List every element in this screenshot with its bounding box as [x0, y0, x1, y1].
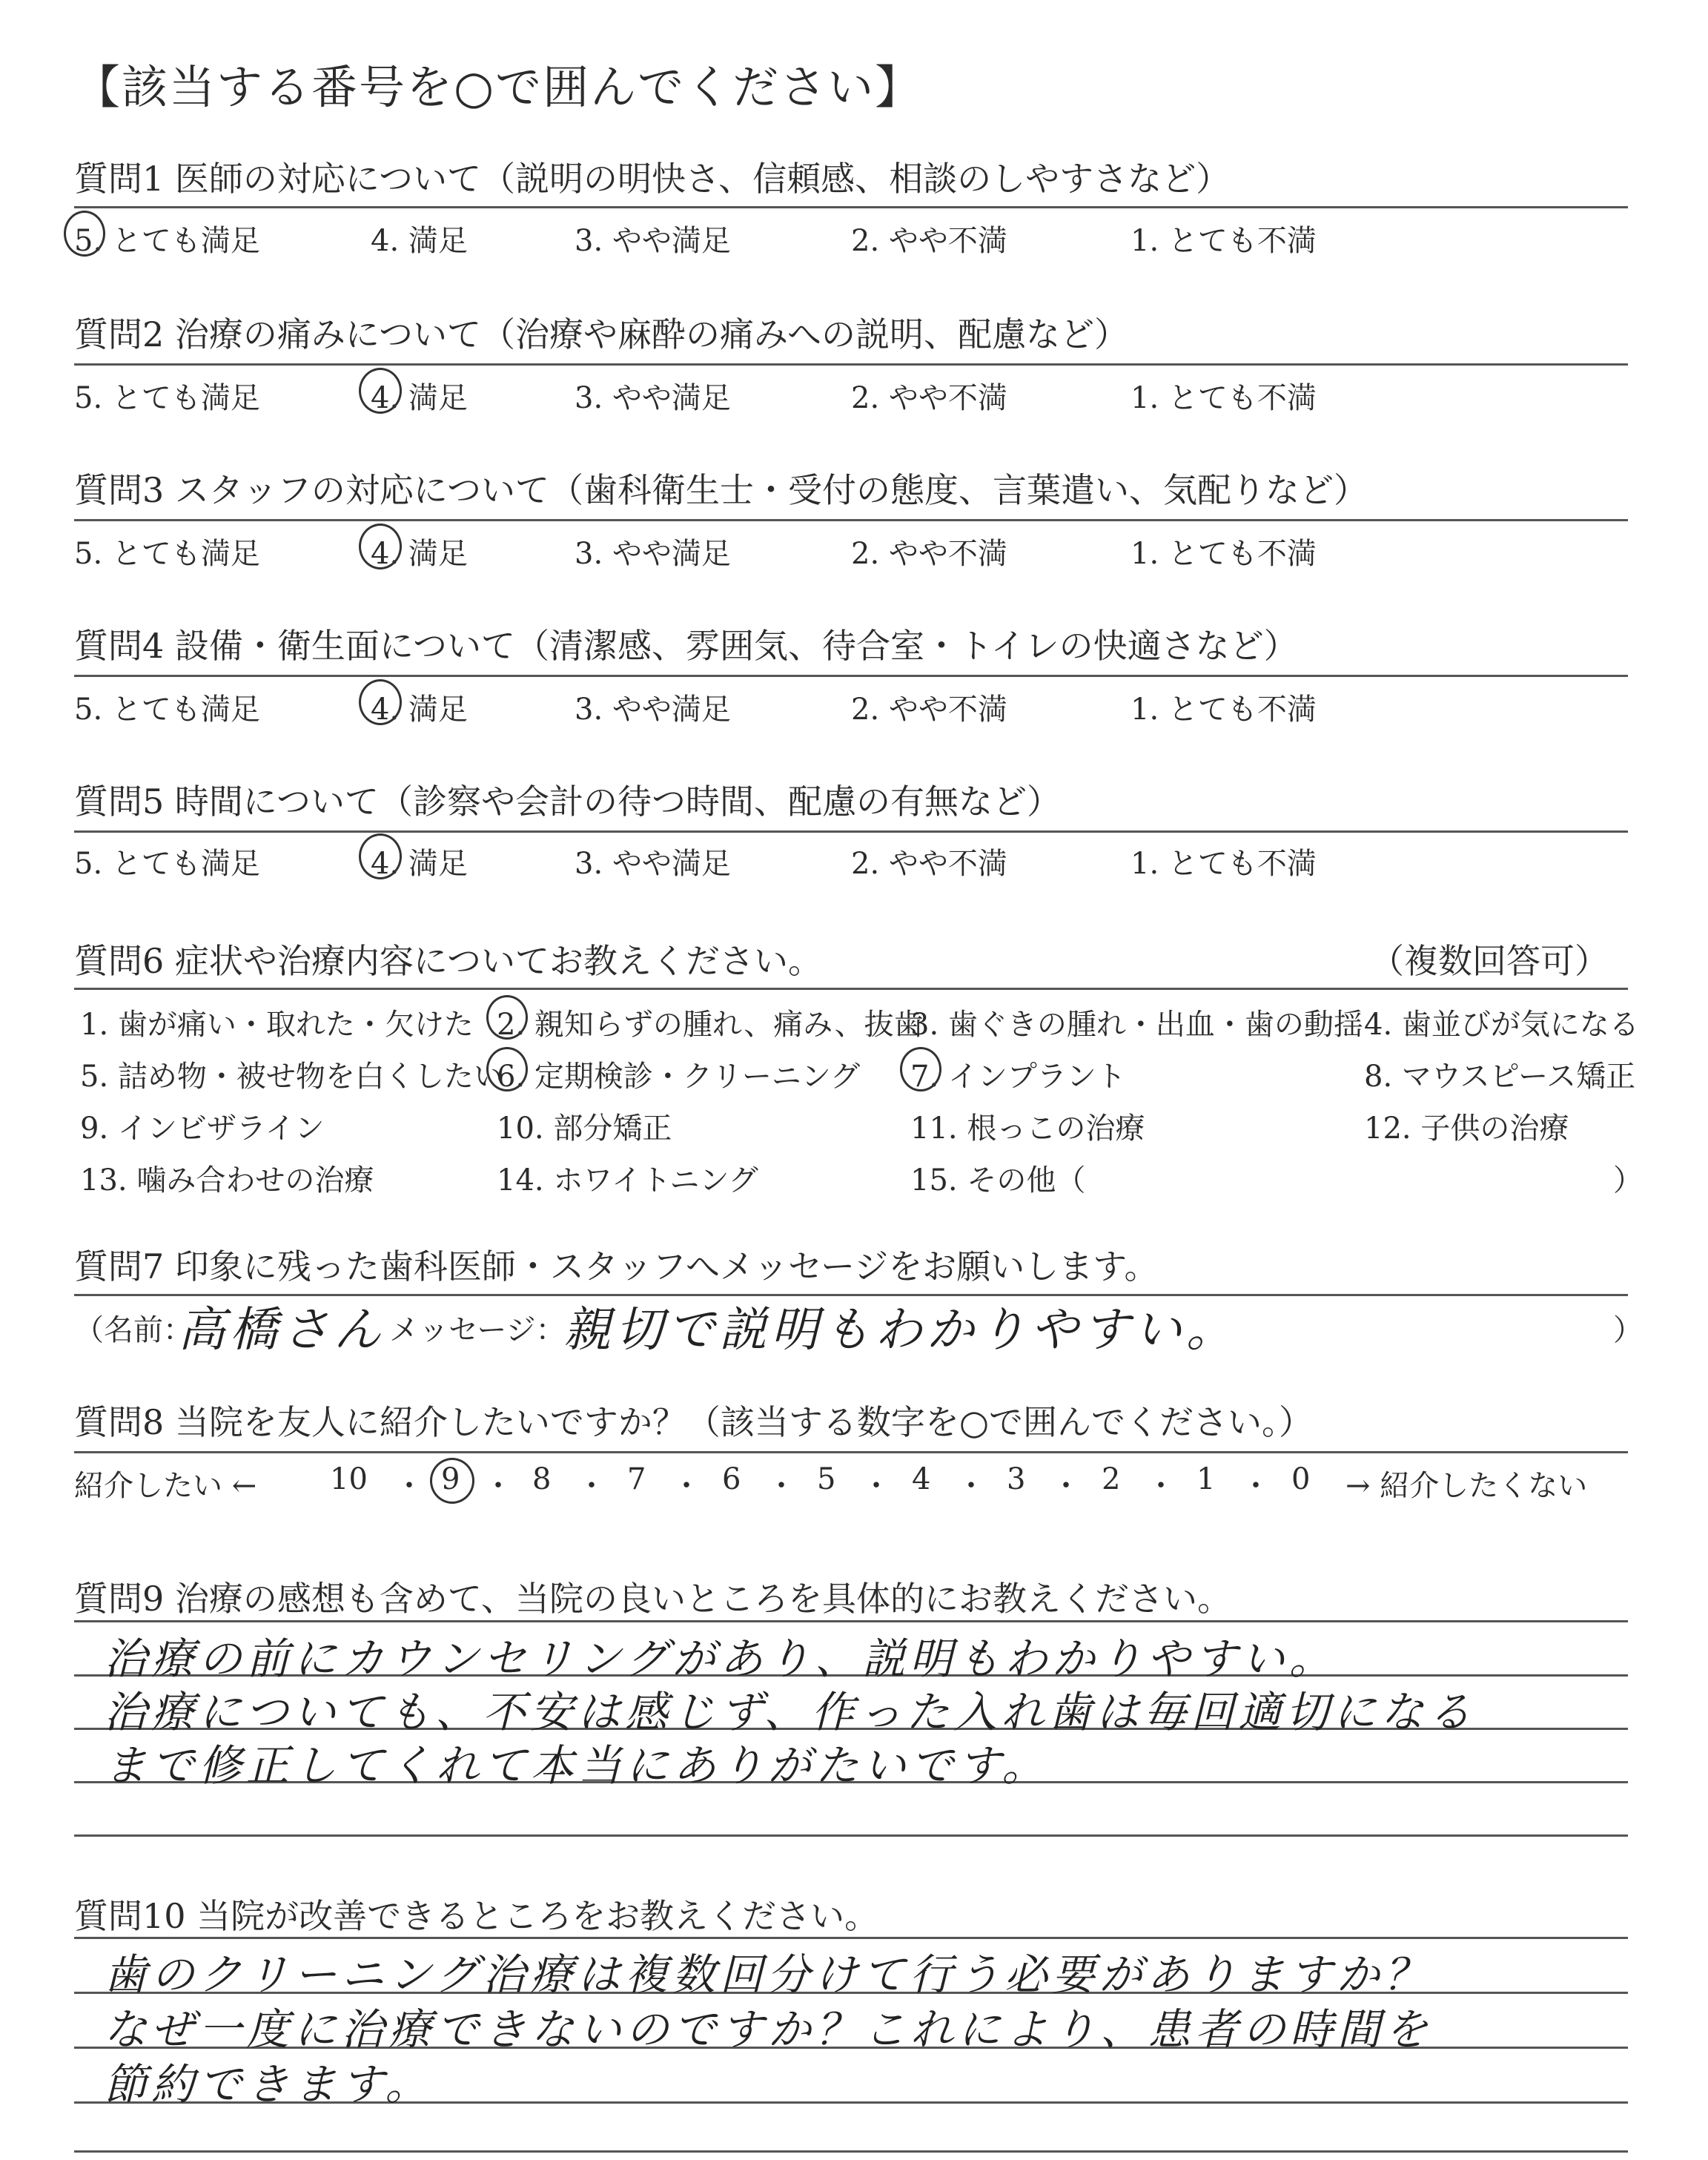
divider	[74, 519, 1628, 521]
writing-line	[74, 1620, 1628, 1622]
q6-item-1[interactable]: 1. 歯が痛い・取れた・欠けた	[80, 1008, 474, 1042]
writing-line	[74, 1937, 1628, 1939]
q8-scale-1[interactable]: 1	[1196, 1462, 1216, 1496]
scale-dot: ・	[577, 1469, 606, 1503]
question-10-label: 質問10 当院が改善できるところをお教えください。	[74, 1896, 879, 1936]
selection-circle	[359, 524, 402, 569]
q4-option-3[interactable]: 3. やや満足	[575, 693, 731, 727]
q8-right-label: → 紹介したくない	[1345, 1469, 1588, 1503]
q6-item-14[interactable]: 14. ホワイトニング	[497, 1163, 758, 1198]
selection-circle	[359, 368, 402, 414]
question-7-label: 質問7 印象に残った歯科医師・スタッフへメッセージをお願いします。	[74, 1246, 1159, 1287]
q6-item-7[interactable]: 7. インプラント	[910, 1060, 1126, 1094]
selection-circle	[486, 995, 528, 1040]
q8-scale-0[interactable]: 0	[1291, 1462, 1311, 1496]
q6-item-2[interactable]: 2. 親知らずの腫れ、痛み、抜歯	[497, 1008, 924, 1042]
q4-option-4[interactable]: 4. 満足	[371, 693, 468, 727]
q1-option-5[interactable]: 5. とても満足	[74, 224, 260, 258]
q8-scale-5[interactable]: 5	[817, 1462, 836, 1496]
selection-circle	[486, 1047, 528, 1091]
q8-left-label: 紹介したい ←	[74, 1469, 257, 1503]
q2-option-4[interactable]: 4. 満足	[371, 381, 468, 415]
q8-scale-7[interactable]: 7	[627, 1462, 646, 1496]
question-3-label: 質問3 スタッフの対応について（歯科衛生士・受付の態度、言葉遣い、気配りなど）	[74, 470, 1368, 510]
q6-item-6[interactable]: 6. 定期検診・クリーニング	[497, 1060, 861, 1094]
scale-dot: ・	[672, 1469, 701, 1503]
page-title: 【該当する番号を○で囲んでください】	[74, 60, 923, 114]
q6-item-13[interactable]: 13. 噛み合わせの治療	[80, 1163, 374, 1198]
q10-answer-line-2[interactable]: なぜ一度に治療できないのですか？これにより、患者の時間を	[104, 2004, 1433, 2055]
question-4-label: 質問4 設備・衛生面について（清潔感、雰囲気、待合室・トイレの快適さなど）	[74, 626, 1298, 666]
q6-item-10[interactable]: 10. 部分矯正	[497, 1112, 672, 1146]
question-6-note: （複数回答可）	[1370, 941, 1609, 981]
q4-option-2[interactable]: 2. やや不満	[851, 693, 1007, 727]
q2-option-2[interactable]: 2. やや不満	[851, 381, 1007, 415]
q7-message-label: メッセージ：	[389, 1313, 566, 1347]
question-2-label: 質問2 治療の痛みについて（治療や麻酔の痛みへの説明、配慮など）	[74, 314, 1129, 354]
q3-option-5[interactable]: 5. とても満足	[74, 537, 260, 571]
divider	[74, 1451, 1628, 1453]
selection-circle	[359, 833, 402, 879]
selection-circle	[430, 1458, 474, 1504]
q8-scale-6[interactable]: 6	[722, 1462, 741, 1496]
q3-option-4[interactable]: 4. 満足	[371, 537, 468, 571]
q6-item-4[interactable]: 4. 歯並びが気になる	[1364, 1008, 1639, 1042]
q5-option-4[interactable]: 4. 満足	[371, 847, 468, 881]
q1-option-2[interactable]: 2. やや不満	[851, 224, 1007, 258]
scale-dot: ・	[483, 1469, 513, 1503]
divider	[74, 206, 1628, 208]
q9-answer-line-3[interactable]: まで修正してくれて本当にありがたいです。	[104, 1740, 1050, 1791]
q3-option-1[interactable]: 1. とても不満	[1131, 537, 1317, 571]
scale-dot: ・	[1146, 1469, 1176, 1503]
question-8-label: 質問8 当院を友人に紹介したいですか？（該当する数字を○で囲んでください。）	[74, 1402, 1314, 1442]
q1-option-3[interactable]: 3. やや満足	[575, 224, 731, 258]
q9-answer-line-1[interactable]: 治療の前にカウンセリングがあり、説明もわかりやすい。	[104, 1634, 1337, 1684]
q6-item-11[interactable]: 11. 根っこの治療	[910, 1112, 1145, 1146]
divider	[74, 363, 1628, 366]
q4-option-1[interactable]: 1. とても不満	[1131, 693, 1317, 727]
scale-dot: ・	[394, 1469, 424, 1503]
q8-scale-9[interactable]: 9	[441, 1462, 460, 1496]
question-5-label: 質問5 時間について（診察や会計の待つ時間、配慮の有無など）	[74, 782, 1061, 822]
q6-item-5[interactable]: 5. 詰め物・被せ物を白くしたい	[80, 1060, 503, 1094]
selection-circle	[900, 1047, 941, 1091]
q7-name-handwritten[interactable]: 高橋さん	[178, 1303, 385, 1358]
q8-scale-2[interactable]: 2	[1102, 1462, 1121, 1496]
q7-message-handwritten[interactable]: 親切で説明もわかりやすい。	[563, 1303, 1238, 1358]
q7-close: ）	[1613, 1313, 1643, 1347]
q5-option-3[interactable]: 3. やや満足	[575, 847, 731, 881]
divider	[74, 675, 1628, 677]
q6-item-12[interactable]: 12. 子供の治療	[1364, 1112, 1569, 1146]
q8-scale-4[interactable]: 4	[912, 1462, 931, 1496]
q10-answer-line-1[interactable]: 歯のクリーニング治療は複数回分けて行う必要がありますか？	[104, 1949, 1431, 2000]
scale-dot: ・	[1051, 1469, 1081, 1503]
q4-option-5[interactable]: 5. とても満足	[74, 693, 260, 727]
q2-option-3[interactable]: 3. やや満足	[575, 381, 731, 415]
q9-answer-line-2[interactable]: 治療についても、不安は感じず、作った入れ歯は毎回適切になる	[104, 1687, 1476, 1737]
q6-item-8[interactable]: 8. マウスピース矯正	[1364, 1060, 1636, 1094]
q7-name-prefix: （名前：	[74, 1313, 193, 1347]
q3-option-2[interactable]: 2. やや不満	[851, 537, 1007, 571]
scale-dot: ・	[767, 1469, 796, 1503]
divider	[74, 830, 1628, 833]
scale-dot: ・	[1241, 1469, 1271, 1503]
selection-circle	[64, 211, 105, 257]
scale-dot: ・	[861, 1469, 891, 1503]
q1-option-4[interactable]: 4. 満足	[371, 224, 468, 258]
q6-item-9[interactable]: 9. インビザライン	[80, 1112, 325, 1146]
writing-line	[74, 1834, 1628, 1837]
q6-item-3[interactable]: 3. 歯ぐきの腫れ・出血・歯の動揺	[910, 1008, 1363, 1042]
selection-circle	[359, 679, 402, 725]
q6-other-close: ）	[1613, 1163, 1643, 1198]
scale-dot: ・	[956, 1469, 986, 1503]
q1-option-1[interactable]: 1. とても不満	[1131, 224, 1317, 258]
question-9-label: 質問9 治療の感想も含めて、当院の良いところを具体的にお教えください。	[74, 1579, 1231, 1619]
q6-item-15[interactable]: 15. その他（	[910, 1163, 1086, 1198]
q8-scale-3[interactable]: 3	[1007, 1462, 1026, 1496]
q2-option-5[interactable]: 5. とても満足	[74, 381, 260, 415]
divider	[74, 988, 1628, 990]
question-6-label: 質問6 症状や治療内容についてお教えください。	[74, 941, 822, 981]
q3-option-3[interactable]: 3. やや満足	[575, 537, 731, 571]
q8-scale-10[interactable]: 10	[330, 1462, 368, 1496]
q5-option-2[interactable]: 2. やや不満	[851, 847, 1007, 881]
question-1-label: 質問1 医師の対応について（説明の明快さ、信頼感、相談のしやすさなど）	[74, 159, 1231, 199]
q5-option-5[interactable]: 5. とても満足	[74, 847, 260, 881]
q5-option-1[interactable]: 1. とても不満	[1131, 847, 1317, 881]
writing-line	[74, 2150, 1628, 2153]
q10-answer-line-3[interactable]: 節約できます。	[104, 2059, 433, 2110]
q8-scale-8[interactable]: 8	[532, 1462, 552, 1496]
q2-option-1[interactable]: 1. とても不満	[1131, 381, 1317, 415]
